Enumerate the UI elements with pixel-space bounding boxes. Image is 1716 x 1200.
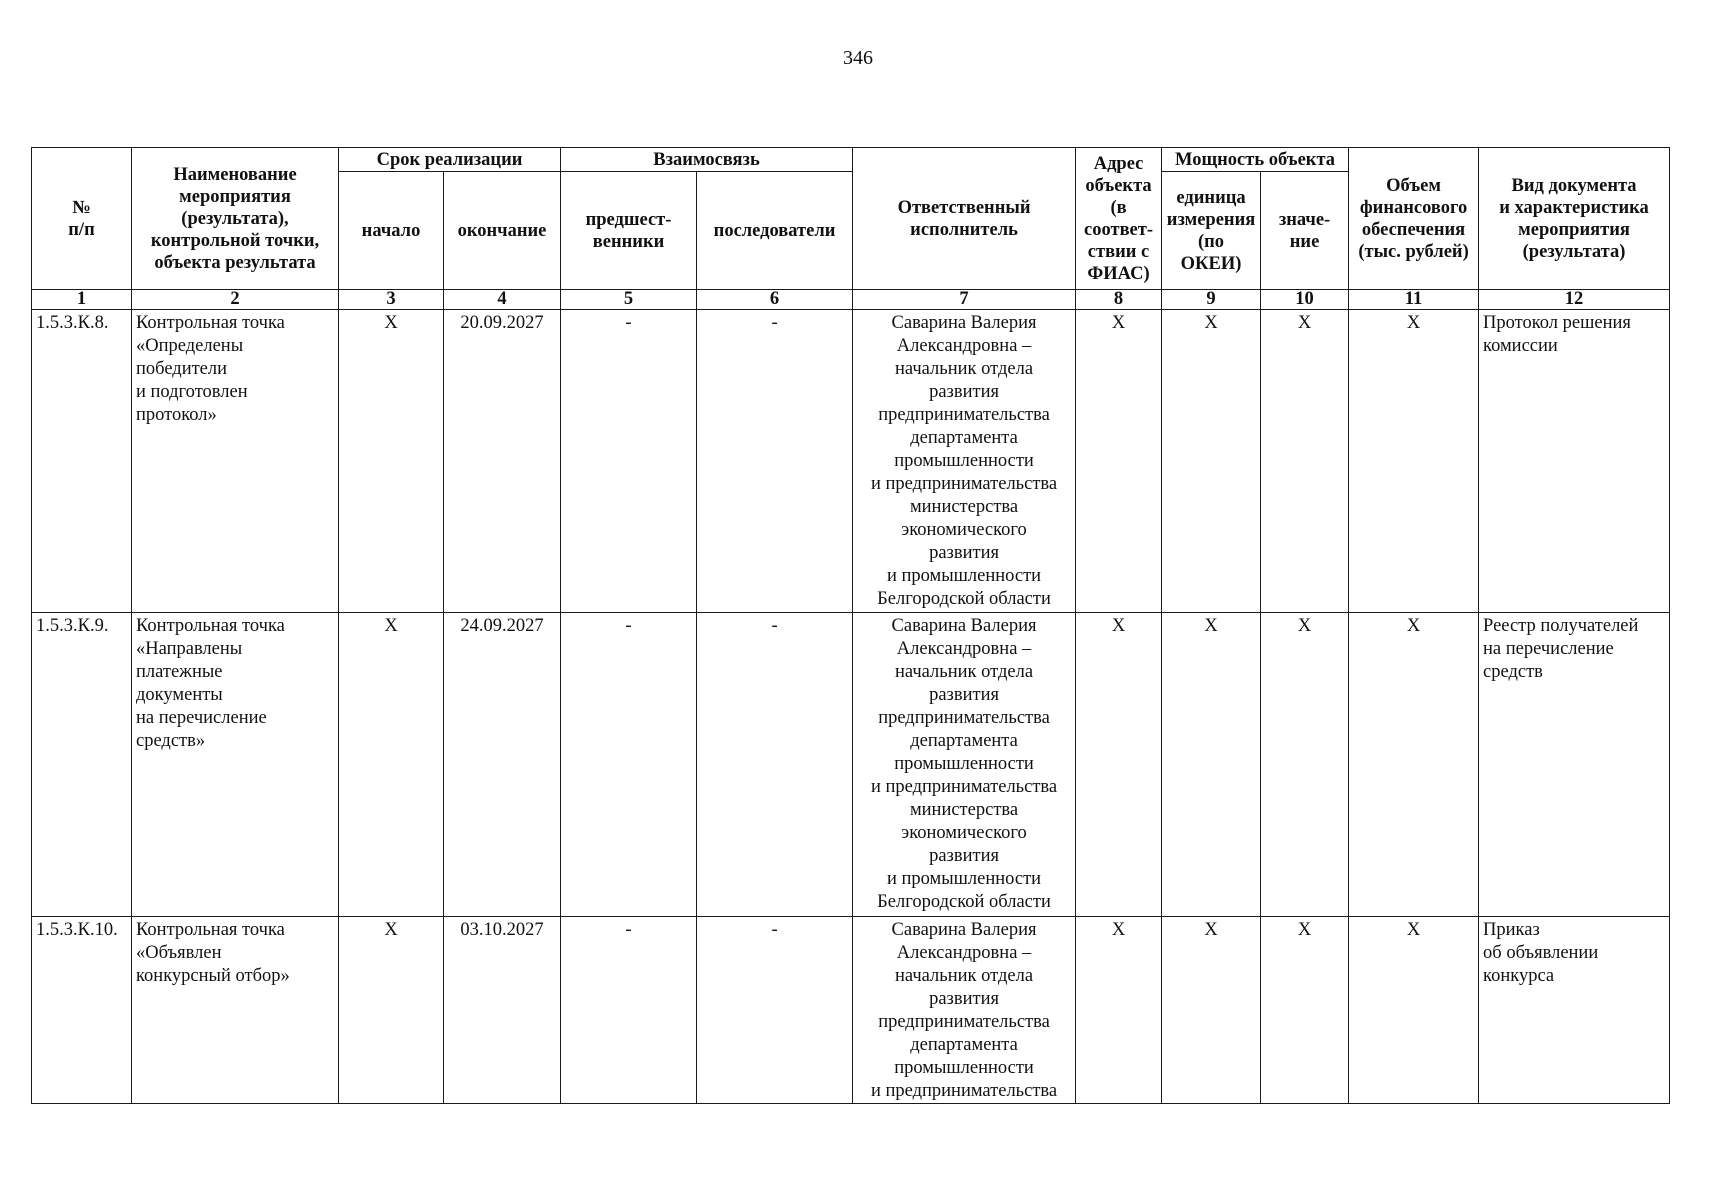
cell-start: X: [339, 917, 444, 1104]
column-number: 8: [1076, 290, 1162, 310]
cell-doc: Реестр получателей на перечисление средств: [1479, 613, 1670, 917]
cell-end: 20.09.2027: [444, 310, 561, 613]
cell-name: Контрольная точка «Направлены платежные документы на перечисление средств»: [132, 613, 339, 917]
header-link: Взаимосвязь: [561, 148, 853, 172]
header-responsible: Ответственный исполнитель: [853, 148, 1076, 290]
column-number: 9: [1162, 290, 1261, 310]
cell-unit: X: [1162, 613, 1261, 917]
header-row-1: [32, 148, 1670, 172]
header-doc: Вид документа и характеристика мероприятия (результата): [1479, 148, 1670, 290]
header-start: начало: [339, 172, 444, 290]
cell-start: X: [339, 310, 444, 613]
cell-doc: Протокол решения комиссии: [1479, 310, 1670, 613]
cell-num: 1.5.3.К.8.: [32, 310, 132, 613]
column-number: 5: [561, 290, 697, 310]
cell-end: 24.09.2027: [444, 613, 561, 917]
cell-address: X: [1076, 917, 1162, 1104]
column-number: 12: [1479, 290, 1670, 310]
cell-predecessors: -: [561, 310, 697, 613]
cell-predecessors: -: [561, 613, 697, 917]
cell-finance: X: [1349, 613, 1479, 917]
cell-predecessors: -: [561, 917, 697, 1104]
header-finance: Объем финансового обеспечения (тыс. рублей): [1349, 148, 1479, 290]
table-row: [32, 613, 1670, 917]
cell-address: X: [1076, 613, 1162, 917]
cell-value: X: [1261, 917, 1349, 1104]
cell-successors: -: [697, 917, 853, 1104]
page-number: 346: [843, 47, 873, 69]
header-predecessors: предшест- венники: [561, 172, 697, 290]
cell-responsible: Саварина Валерия Александровна – начальник отдела развития предпринимательства департамента промышленности и предпринимательства министерства экономического развития и промышленности Белгородской области: [853, 613, 1076, 917]
cell-responsible: Саварина Валерия Александровна – начальник отдела развития предпринимательства департамента промышленности и предпринимательства министерства экономического развития и промышленности Белгородской области: [853, 310, 1076, 613]
header-value: значе- ние: [1261, 172, 1349, 290]
header-end: окончание: [444, 172, 561, 290]
table-row: [32, 310, 1670, 613]
cell-value: X: [1261, 613, 1349, 917]
cell-name: Контрольная точка «Объявлен конкурсный отбор»: [132, 917, 339, 1104]
table-row: [32, 917, 1670, 1104]
cell-num: 1.5.3.К.10.: [32, 917, 132, 1104]
cell-successors: -: [697, 310, 853, 613]
column-number: 10: [1261, 290, 1349, 310]
column-number: 4: [444, 290, 561, 310]
header-name: Наименование мероприятия (результата), контрольной точки, объекта результата: [132, 148, 339, 290]
column-number-row: [32, 290, 1670, 310]
cell-address: X: [1076, 310, 1162, 613]
cell-value: X: [1261, 310, 1349, 613]
cell-finance: X: [1349, 917, 1479, 1104]
header-unit: единица измерения (по ОКЕИ): [1162, 172, 1261, 290]
cell-responsible: Саварина Валерия Александровна – начальник отдела развития предпринимательства департамента промышленности и предпринимательства: [853, 917, 1076, 1104]
cell-end: 03.10.2027: [444, 917, 561, 1104]
cell-name: Контрольная точка «Определены победители и подготовлен протокол»: [132, 310, 339, 613]
column-number: 6: [697, 290, 853, 310]
header-capacity: Мощность объекта: [1162, 148, 1349, 172]
header-period: Срок реализации: [339, 148, 561, 172]
column-number: 7: [853, 290, 1076, 310]
cell-successors: -: [697, 613, 853, 917]
cell-num: 1.5.3.К.9.: [32, 613, 132, 917]
cell-doc: Приказ об объявлении конкурса: [1479, 917, 1670, 1104]
column-number: 2: [132, 290, 339, 310]
cell-unit: X: [1162, 917, 1261, 1104]
column-number: 1: [32, 290, 132, 310]
header-address: Адрес объекта (в соответ- ствии с ФИАС): [1076, 148, 1162, 290]
header-successors: последователи: [697, 172, 853, 290]
header-num: № п/п: [32, 148, 132, 290]
plan-table: [31, 147, 1670, 1104]
cell-finance: X: [1349, 310, 1479, 613]
cell-start: X: [339, 613, 444, 917]
column-number: 11: [1349, 290, 1479, 310]
cell-unit: X: [1162, 310, 1261, 613]
column-number: 3: [339, 290, 444, 310]
